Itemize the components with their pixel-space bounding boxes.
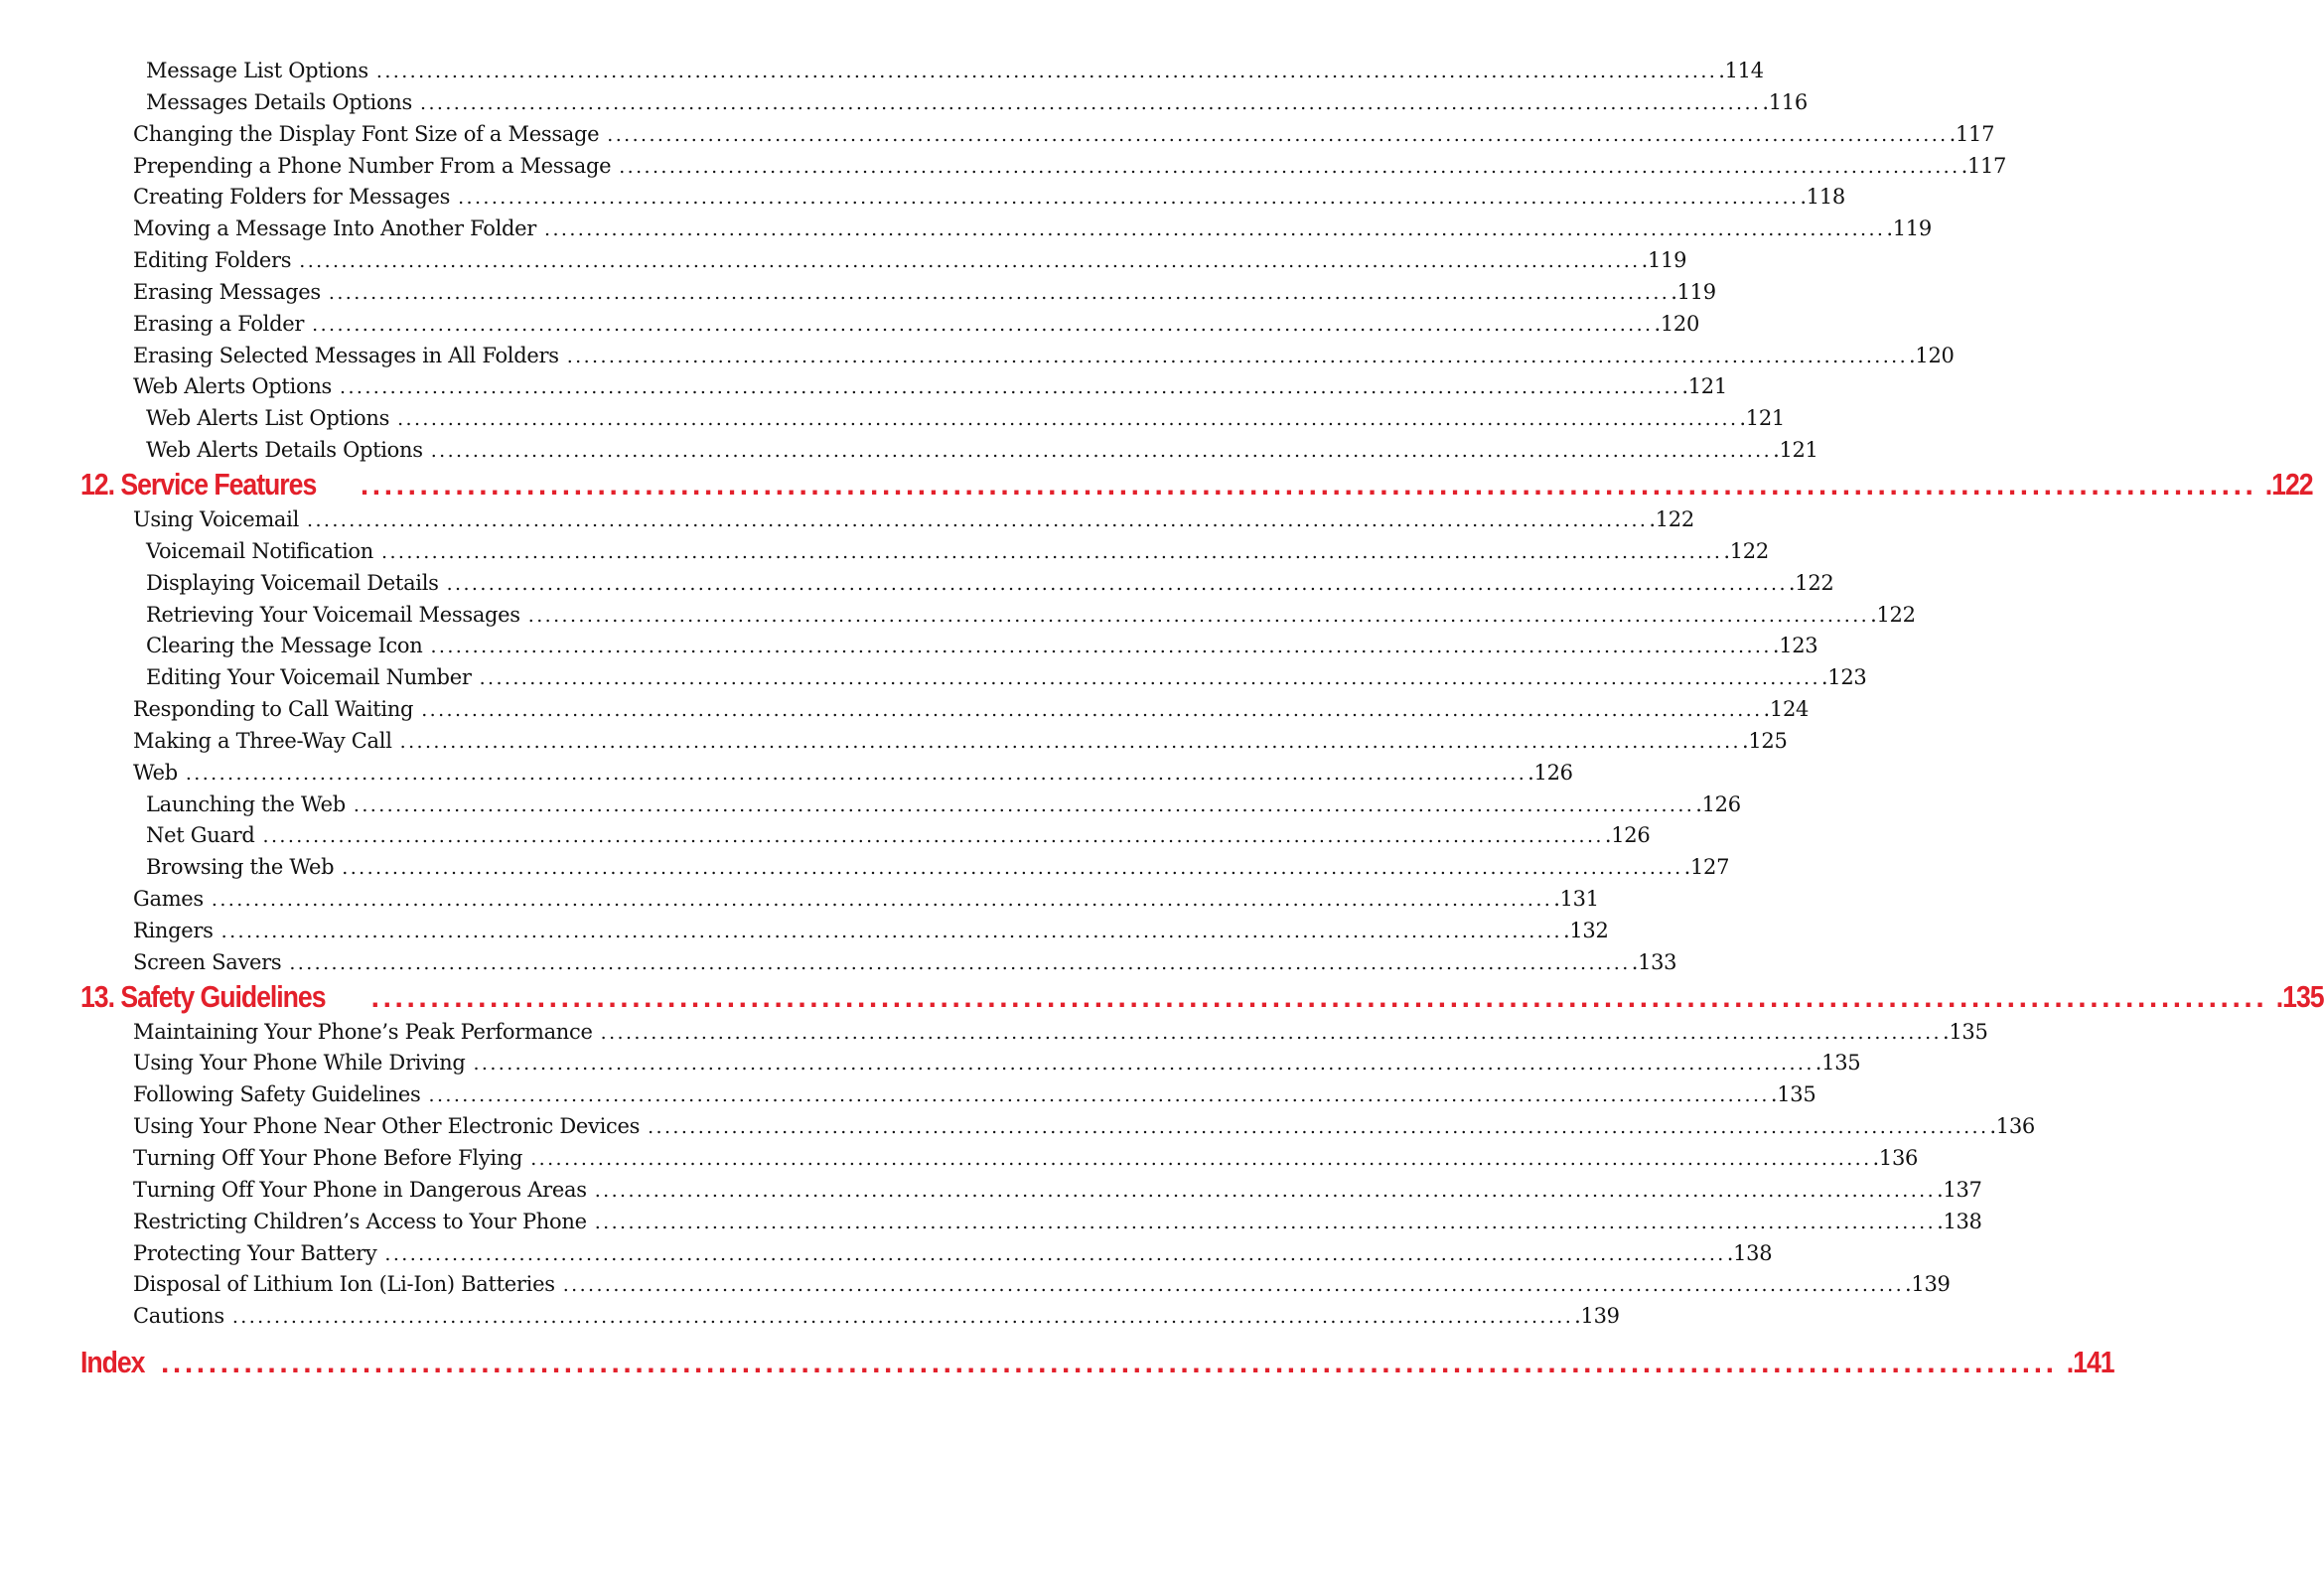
- toc-entry-page: .119: [1641, 248, 1687, 273]
- dot-leader: ................................................................................................................................................................: [211, 889, 1553, 912]
- dot-leader: ................................................................................................................................................................: [473, 1053, 1815, 1076]
- toc-entry-page: .122: [1649, 506, 1694, 531]
- toc-entry[interactable]: [0, 1238, 1773, 1270]
- dot-leader: ................................................................................................................................................................: [370, 980, 2268, 1014]
- toc-entry-page: .122: [1788, 570, 1834, 595]
- toc-entry-label: Erasing Messages: [133, 279, 321, 304]
- dot-leader: ................................................................................................................................................................: [600, 1021, 1942, 1044]
- toc-entry-label: Editing Folders: [133, 248, 292, 273]
- toc-entry-label: Browsing the Web: [146, 855, 335, 880]
- toc-entry[interactable]: [0, 758, 1573, 790]
- toc-entry-label: Erasing Selected Messages in All Folders: [133, 343, 559, 367]
- toc-entry-label: Web Alerts Details Options: [146, 438, 423, 463]
- dot-leader: ................................................................................................................................................................: [479, 667, 1820, 690]
- toc-entry-label: Erasing a Folder: [133, 311, 305, 336]
- toc-entry-page: .121: [1681, 374, 1727, 399]
- dot-leader: ................................................................................................................................................................: [527, 604, 1870, 627]
- toc-entry-page: .120: [1909, 343, 1955, 367]
- toc-entry[interactable]: [0, 1175, 1982, 1207]
- toc-entry-page: .117: [1949, 121, 1995, 146]
- toc-chapter-label: 12. Service Features: [80, 466, 317, 502]
- toc-entry-page: .126: [1604, 823, 1651, 848]
- dot-leader: ................................................................................................................................................................: [360, 468, 2257, 502]
- toc-entry-label: Using Your Phone While Driving: [133, 1051, 466, 1076]
- dot-leader: ................................................................................................................................................................: [342, 857, 1683, 880]
- toc-entry-page: .123: [1772, 634, 1818, 658]
- toc-entry-label: Turning Off Your Phone Before Flying: [133, 1146, 523, 1170]
- toc-entry[interactable]: [0, 726, 1788, 758]
- toc-entry-page: .122: [1723, 538, 1769, 563]
- toc-entry-page: .119: [1670, 279, 1716, 304]
- toc-entry-label: Voicemail Notification: [146, 538, 373, 563]
- dot-leader: ................................................................................................................................................................: [312, 313, 1654, 336]
- toc-entry[interactable]: [0, 1269, 1951, 1301]
- toc-entry-label: Making a Three-Way Call: [133, 728, 392, 753]
- toc-entry-label: Turning Off Your Phone in Dangerous Areas: [133, 1177, 587, 1202]
- toc-entry-label: Games: [133, 887, 204, 912]
- toc-entry[interactable]: [0, 1048, 1861, 1079]
- toc-entry-page: .135: [1815, 1051, 1861, 1076]
- toc-entry-label: Ringers: [133, 918, 214, 942]
- toc-entry[interactable]: [0, 371, 1727, 403]
- toc-entry[interactable]: [0, 87, 1808, 119]
- toc-entry-label: Responding to Call Waiting: [133, 697, 414, 722]
- toc-entry[interactable]: [0, 119, 1995, 151]
- dot-leader: ................................................................................................................................................................: [399, 730, 1741, 753]
- toc-entry-page: .138: [1726, 1240, 1773, 1265]
- dot-leader: ................................................................................................................................................................: [562, 1274, 1905, 1297]
- toc-entry-page: .139: [1905, 1272, 1951, 1297]
- toc-entry[interactable]: [0, 568, 1834, 600]
- toc-entry-label: Protecting Your Battery: [133, 1240, 377, 1265]
- toc-entry[interactable]: [0, 600, 1916, 632]
- toc-entry-label: Clearing the Message Icon: [146, 634, 423, 658]
- toc-entry[interactable]: [0, 214, 1932, 245]
- dot-leader: ................................................................................................................................................................: [530, 1148, 1872, 1170]
- toc-entry-page: .117: [1961, 153, 2007, 178]
- toc-entry-page: .121: [1739, 406, 1785, 431]
- toc-entry-label: Screen Savers: [133, 949, 282, 974]
- dot-leader: ................................................................................................................................................................: [328, 281, 1670, 304]
- toc-entry-label: Cautions: [133, 1304, 224, 1329]
- toc-entry-page: .139: [1574, 1304, 1620, 1329]
- dot-leader: ................................................................................................................................................................: [430, 636, 1772, 658]
- toc-entry-label: Web Alerts Options: [133, 374, 333, 399]
- dot-leader: ................................................................................................................................................................: [160, 1347, 2058, 1380]
- toc-entry-page: .124: [1763, 697, 1810, 722]
- toc-entry-page: .135: [1942, 1019, 1988, 1044]
- toc-entry-label: Using Voicemail: [133, 506, 299, 531]
- dot-leader: ................................................................................................................................................................: [262, 825, 1604, 848]
- toc-entry[interactable]: [0, 790, 1741, 821]
- dot-leader: ................................................................................................................................................................: [340, 376, 1681, 399]
- dot-leader: ................................................................................................................................................................: [421, 699, 1763, 722]
- dot-leader: ................................................................................................................................................................: [289, 951, 1631, 974]
- toc-entry-label: Messages Details Options: [146, 89, 412, 114]
- toc-entry[interactable]: [0, 852, 1730, 884]
- toc-entry-label: Moving a Message Into Another Folder: [133, 216, 537, 241]
- dot-leader: ................................................................................................................................................................: [446, 572, 1788, 595]
- toc-entry-label: Web Alerts List Options: [146, 406, 390, 431]
- toc-entry[interactable]: [0, 916, 1609, 947]
- toc-entry-page: .138: [1937, 1209, 1982, 1233]
- dot-leader: ................................................................................................................................................................: [648, 1116, 1989, 1139]
- dot-leader: ................................................................................................................................................................: [185, 762, 1527, 785]
- dot-leader: ................................................................................................................................................................: [594, 1211, 1937, 1233]
- dot-leader: ................................................................................................................................................................: [299, 250, 1641, 273]
- toc-entry-label: Editing Your Voicemail Number: [146, 665, 472, 690]
- dot-leader: ................................................................................................................................................................: [594, 1179, 1937, 1202]
- toc-entry-label: Maintaining Your Phone’s Peak Performance: [133, 1019, 593, 1044]
- dot-leader: ................................................................................................................................................................: [384, 1242, 1726, 1265]
- toc-entry-label: Disposal of Lithium Ion (Li-Ion) Batteries: [133, 1272, 555, 1297]
- toc-entry[interactable]: [0, 1143, 1919, 1175]
- toc-entry-label: Message List Options: [146, 59, 368, 82]
- dot-leader: ................................................................................................................................................................: [220, 920, 1562, 942]
- toc-entry-page: .136: [1872, 1146, 1919, 1170]
- dot-leader: ................................................................................................................................................................: [397, 408, 1739, 431]
- dot-leader: ................................................................................................................................................................: [544, 218, 1886, 241]
- dot-leader: ................................................................................................................................................................: [566, 345, 1909, 367]
- toc-entry[interactable]: [0, 151, 2007, 183]
- toc-entry-page: .116: [1762, 89, 1808, 114]
- toc-chapter-page: .122: [2265, 466, 2313, 502]
- toc-entry-page: .118: [1800, 185, 1845, 210]
- dot-leader: ................................................................................................................................................................: [619, 155, 1961, 178]
- toc-entry-page: .114: [1718, 59, 1764, 82]
- toc-entry-page: .126: [1527, 760, 1573, 785]
- toc-entry-page: .121: [1773, 438, 1818, 463]
- toc-entry[interactable]: [0, 277, 1716, 309]
- table-of-contents: [0, 56, 2324, 1382]
- dot-leader: ................................................................................................................................................................: [353, 793, 1695, 816]
- toc-entry[interactable]: [0, 245, 1687, 277]
- toc-entry-page: .123: [1820, 665, 1867, 690]
- dot-leader: ................................................................................................................................................................: [607, 123, 1949, 146]
- dot-leader: ................................................................................................................................................................: [428, 1084, 1770, 1107]
- toc-entry-label: Displaying Voicemail Details: [146, 570, 439, 595]
- toc-entry[interactable]: [0, 884, 1599, 916]
- toc-entry-page: .127: [1683, 855, 1730, 880]
- toc-entry[interactable]: [0, 947, 1677, 979]
- toc-entry-page: .119: [1886, 216, 1932, 241]
- dot-leader: ................................................................................................................................................................: [375, 61, 1718, 82]
- toc-entry[interactable]: [0, 1017, 1988, 1049]
- toc-chapter-page: .141: [2066, 1345, 2114, 1380]
- toc-entry[interactable]: [0, 403, 1785, 435]
- toc-entry[interactable]: [0, 1301, 1620, 1333]
- dot-leader: ................................................................................................................................................................: [381, 540, 1723, 563]
- toc-entry-label: Launching the Web: [146, 791, 346, 816]
- toc-chapter-page: .135: [2276, 978, 2324, 1014]
- toc-entry-page: .137: [1937, 1177, 1982, 1202]
- toc-entry[interactable]: [0, 309, 1700, 341]
- dot-leader: ................................................................................................................................................................: [420, 91, 1762, 114]
- dot-leader: ................................................................................................................................................................: [430, 440, 1773, 463]
- toc-chapter-heading[interactable]: [0, 977, 2324, 1017]
- toc-entry-page: .120: [1654, 311, 1700, 336]
- toc-entry-label: Creating Folders for Messages: [133, 185, 451, 210]
- toc-chapter-label: Index: [80, 1345, 145, 1380]
- toc-entry-label: Changing the Display Font Size of a Message: [133, 121, 600, 146]
- toc-entry-page: .131: [1553, 887, 1599, 912]
- toc-entry[interactable]: [0, 694, 1810, 726]
- toc-entry[interactable]: [0, 435, 1818, 467]
- toc-entry-page: .125: [1741, 728, 1788, 753]
- toc-entry[interactable]: [0, 1079, 1816, 1111]
- toc-entry[interactable]: [0, 504, 1694, 536]
- toc-entry-page: .132: [1562, 918, 1609, 942]
- toc-entry[interactable]: [0, 1207, 1982, 1238]
- toc-entry-label: Net Guard: [146, 823, 255, 848]
- toc-chapter-label: 13. Safety Guidelines: [80, 978, 326, 1014]
- toc-entry-label: Using Your Phone Near Other Electronic Devices: [133, 1114, 641, 1139]
- toc-entry[interactable]: [0, 820, 1651, 852]
- toc-entry-label: Following Safety Guidelines: [133, 1082, 421, 1107]
- toc-entry[interactable]: [0, 182, 1845, 214]
- toc-entry[interactable]: [0, 536, 1769, 568]
- toc-entry-label: Prepending a Phone Number From a Message: [133, 153, 612, 178]
- dot-leader: ................................................................................................................................................................: [231, 1306, 1574, 1329]
- toc-entry-page: .126: [1695, 791, 1741, 816]
- toc-entry-page: .122: [1870, 602, 1916, 627]
- dot-leader: ................................................................................................................................................................: [458, 187, 1800, 210]
- toc-entry-page: .133: [1631, 949, 1677, 974]
- toc-entry-page: .135: [1770, 1082, 1816, 1107]
- dot-leader: ................................................................................................................................................................: [307, 508, 1649, 531]
- toc-entry[interactable]: [0, 631, 1818, 662]
- toc-entry[interactable]: [0, 341, 1955, 372]
- toc-chapter-heading[interactable]: [0, 465, 2313, 504]
- toc-entry[interactable]: [0, 56, 1764, 87]
- toc-entry[interactable]: [0, 1111, 2035, 1143]
- toc-entry-label: Web: [133, 760, 178, 785]
- toc-entry-page: .136: [1989, 1114, 2035, 1139]
- toc-chapter-heading[interactable]: [0, 1343, 2114, 1382]
- toc-entry-label: Restricting Children’s Access to Your Phone: [133, 1209, 587, 1233]
- toc-entry-label: Retrieving Your Voicemail Messages: [146, 602, 520, 627]
- toc-entry[interactable]: [0, 662, 1867, 694]
